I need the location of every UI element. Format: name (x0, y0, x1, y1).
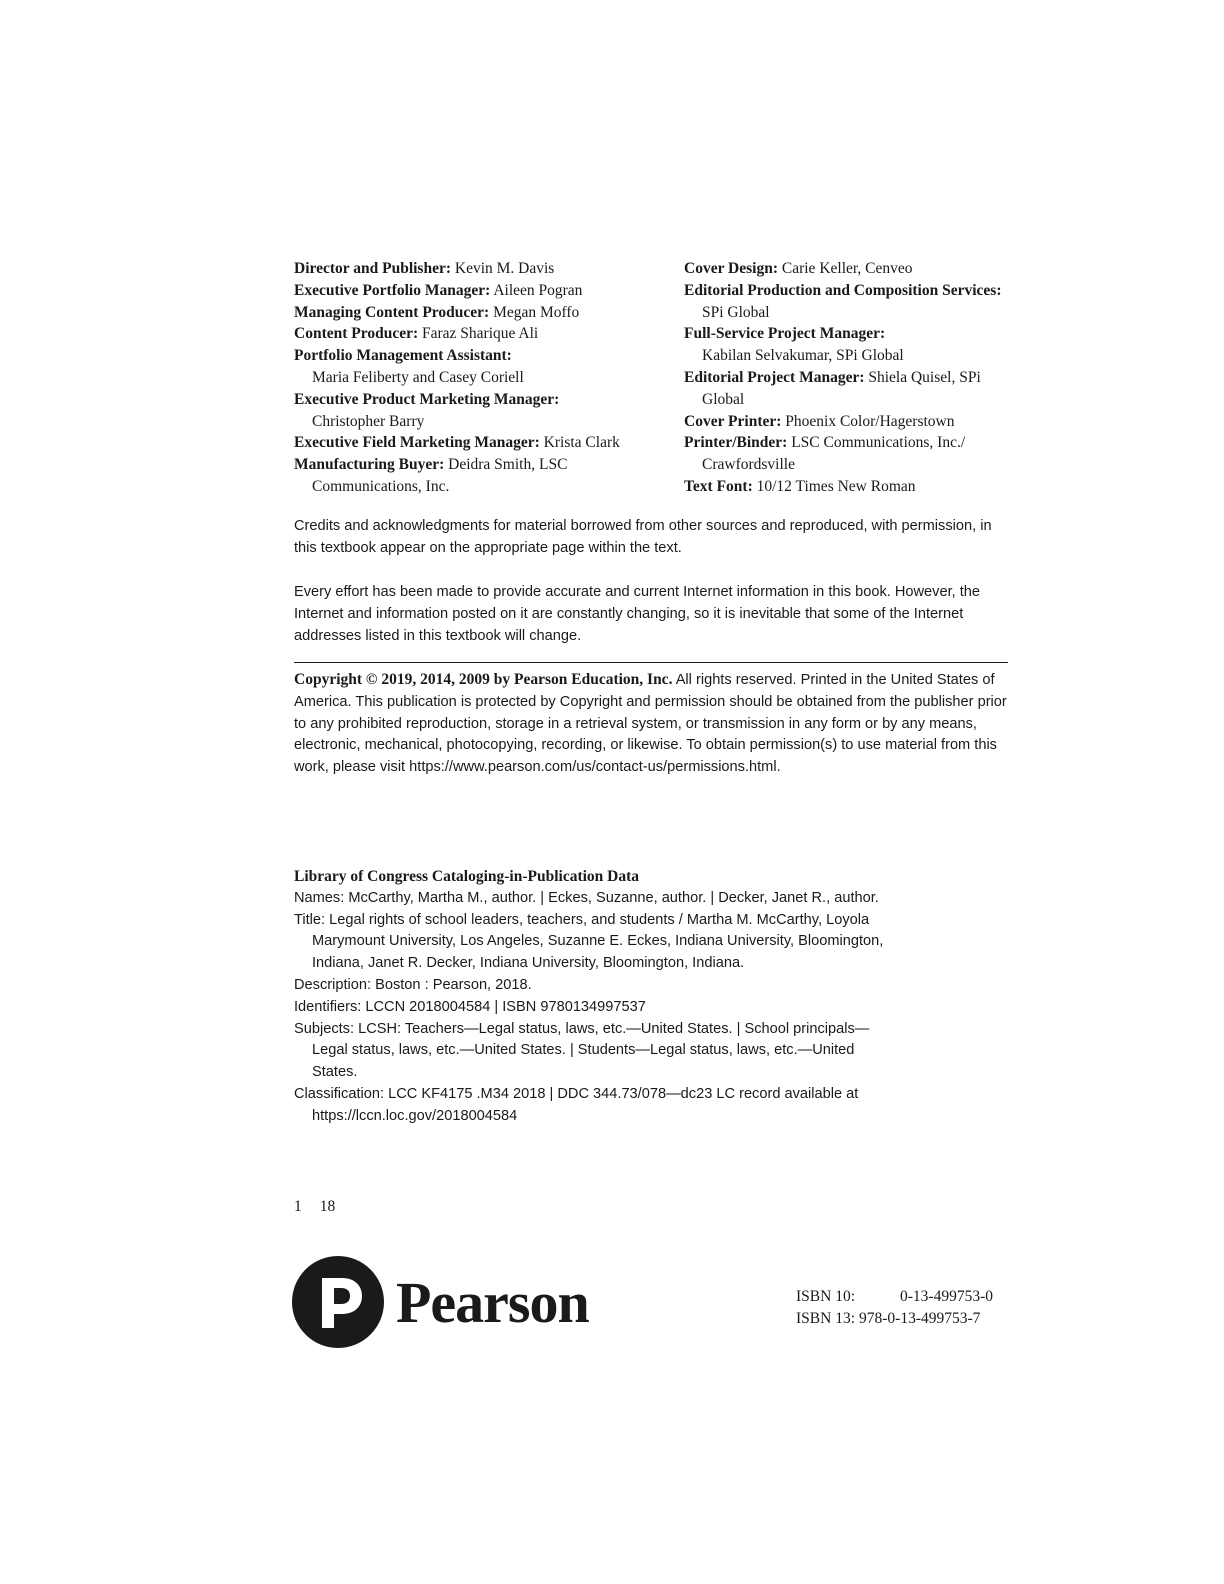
internet-note: Every effort has been made to provide accurate and current Internet information in this book. However, the Internet and information posted on it are constantly changing, so it is inevitable that some of the Internet addresses listed in this textbook will change. (294, 584, 981, 644)
cip-item: Description: Boston : Pearson, 2018. (294, 976, 532, 993)
cip-item: Classification: LCC KF4175 .M34 2018 | DDC 344.73/078—dc23 LC record available at https://lccn.loc.gov/2018004584 (294, 1085, 859, 1124)
credit-entry: Executive Portfolio Manager: Aileen Pogran (294, 281, 583, 299)
cip-item: Title: Legal rights of school leaders, teachers, and students / Martha M. McCarthy, Loyola Marymount University, Los Angeles, Suzanne E. Eckes, Indiana University, Bloomington, Indiana, Janet R. Decker, Indiana University, Bloomington, Indiana. (294, 911, 884, 972)
copyright-notice (294, 669, 1014, 779)
cip-item: Identifiers: LCCN 2018004584 | ISBN 9780134997537 (294, 998, 646, 1015)
credit-entry: Cover Design: Carie Keller, Cenveo (684, 260, 913, 277)
copyright-text: All rights reserved. Printed in the United States of America. This publication is protected by Copyright and permission should be obtained from the publisher prior to any prohibited reproduction, storage in a retrieval system, or transmission in any form or by any means, electronic, mechanical, photocopying, recording, or likewise. To obtain permission(s) to use material from this work, please visit https://www.pearson.com/us/contact-us/permissions.html. (294, 672, 1007, 776)
credits-note: Credits and acknowledgments for material borrowed from other sources and reproduced, with permission, in this textbook appear on the appropriate page within the text. (294, 518, 992, 556)
credit-entry: Cover Printer: Phoenix Color/Hagerstown (684, 412, 955, 430)
pearson-p-icon (292, 1256, 384, 1348)
isbn-value: 0-13-499753-0 (900, 1288, 993, 1305)
isbn-value: 978-0-13-499753-7 (859, 1310, 981, 1327)
printing-line (294, 1198, 353, 1216)
isbn-row (796, 1286, 993, 1308)
cip-item: Subjects: LCSH: Teachers—Legal status, laws, etc.—United States. | School principals—Legal status, laws, etc.—United States. | Students—Legal status, laws, etc.—United States. (294, 1020, 870, 1081)
credits-left-column (294, 258, 674, 498)
credit-entry: Printer/Binder: LSC Communications, Inc./ Crawfordsville (684, 434, 966, 474)
copyright-heading: Copyright © 2019, 2014, 2009 by Pearson Education, Inc. (294, 671, 673, 688)
credit-entry: Executive Field Marketing Manager: Krista Clark (294, 434, 620, 452)
cip-item: Names: McCarthy, Martha M., author. | Eckes, Suzanne, author. | Decker, Janet R., author. (294, 889, 879, 906)
credit-entry: Manufacturing Buyer: Deidra Smith, LSC Communications, Inc. (294, 456, 568, 495)
pearson-logo (292, 1256, 589, 1348)
credit-entry: Text Font: 10/12 Times New Roman (684, 477, 916, 495)
credits-right-column (684, 258, 1014, 498)
credit-entry: Editorial Production and Composition Services: SPi Global (684, 281, 1002, 321)
isbn-block (796, 1286, 993, 1330)
divider (294, 662, 1008, 663)
isbn-row (796, 1308, 993, 1330)
cip-heading: Library of Congress Cataloging-in-Publication Data (294, 868, 640, 885)
cip-data-block (294, 866, 894, 1128)
isbn-label: ISBN 10: (796, 1288, 855, 1305)
print-year: 18 (319, 1198, 336, 1215)
credit-entry: Portfolio Management Assistant: Maria Feliberty and Casey Coriell (294, 347, 524, 386)
credit-entry: Managing Content Producer: Megan Moffo (294, 303, 580, 321)
credit-entry: Full-Service Project Manager: Kabilan Selvakumar, SPi Global (684, 325, 904, 365)
credit-entry: Director and Publisher: Kevin M. Davis (294, 260, 555, 277)
logo-wordmark: Pearson (396, 1269, 589, 1335)
isbn-label: ISBN 13: (796, 1310, 855, 1327)
credit-entry: Executive Product Marketing Manager: Christopher Barry (294, 390, 560, 430)
print-number: 1 (294, 1198, 302, 1215)
credit-entry: Content Producer: Faraz Sharique Ali (294, 325, 539, 343)
credit-entry: Editorial Project Manager: Shiela Quisel, SPi Global (684, 368, 981, 408)
